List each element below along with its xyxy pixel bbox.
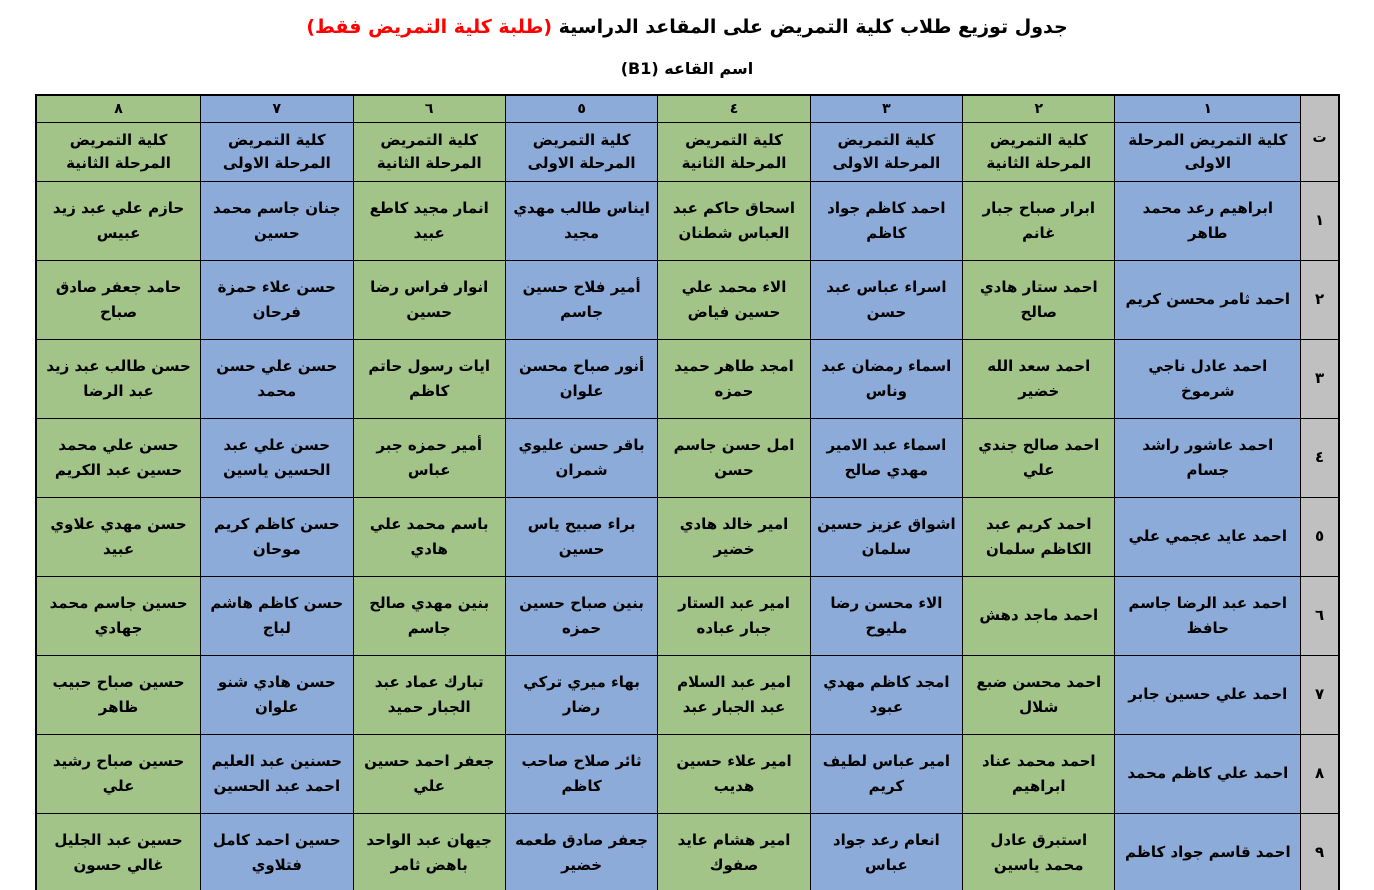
hall-name: اسم القاعه (B1) <box>620 58 754 78</box>
row-serial-cell: ٢ <box>1301 260 1339 339</box>
table-row <box>36 339 1339 418</box>
seat-cell: حسن مهدي علاوي عبيد <box>36 497 201 576</box>
seat-cell: اسماء عبد الامير مهدي صالح <box>810 418 962 497</box>
seat-cell: امجد طاهر حميد حمزه <box>658 339 810 418</box>
college-header-cell: كلية التمريض المرحلة الثانية <box>36 122 201 181</box>
seat-cell: براء صبيح ياس حسين <box>505 497 657 576</box>
seat-cell: اشواق عزيز حسين سلمان <box>810 497 962 576</box>
seat-cell: ثائر صلاح صاحب كاظم <box>505 734 657 813</box>
row-serial-cell: ٨ <box>1301 734 1339 813</box>
seat-cell: امير عبد الستار جبار عباده <box>658 576 810 655</box>
seat-cell: حسن هادي شنو علوان <box>201 655 353 734</box>
seat-cell: حسين صباح رشيد علي <box>36 734 201 813</box>
seat-cell: امجد كاظم مهدي عبود <box>810 655 962 734</box>
seat-cell: احمد علي كاظم محمد <box>1115 734 1301 813</box>
college-header-cell: كلية التمريض المرحلة الثانية <box>658 122 810 181</box>
seating-table-body <box>36 95 1339 890</box>
page-title-main: جدول توزيع طلاب كلية التمريض على المقاعد الدراسية <box>552 16 1068 38</box>
seating-table <box>35 94 1340 890</box>
table-row <box>36 655 1339 734</box>
seat-cell: احمد سعد الله خضير <box>963 339 1115 418</box>
seat-cell: أنور صباح محسن علوان <box>505 339 657 418</box>
seat-cell: حسنين عبد العليم احمد عبد الحسين <box>201 734 353 813</box>
seat-cell: ايات رسول حاتم كاظم <box>353 339 505 418</box>
seat-cell: جيهان عبد الواحد باهض ثامر <box>353 813 505 890</box>
seat-cell: احمد عادل ناجي شرموخ <box>1115 339 1301 418</box>
column-number-cell: ٤ <box>658 95 810 123</box>
seat-cell: ابراهيم رعد محمد طاهر <box>1115 181 1301 260</box>
row-serial-cell: ٩ <box>1301 813 1339 890</box>
seat-cell: احمد قاسم جواد كاظم <box>1115 813 1301 890</box>
seat-cell: حسن علي حسن محمد <box>201 339 353 418</box>
college-header-cell: كلية التمريض المرحلة الاولى <box>1115 122 1301 181</box>
column-number-cell: ٥ <box>505 95 657 123</box>
page-title-highlight: (طلبة كلية التمريض فقط) <box>306 16 553 38</box>
table-row <box>36 576 1339 655</box>
seat-cell: حسين احمد كامل فتلاوي <box>201 813 353 890</box>
seat-cell: بنين مهدي صالح جاسم <box>353 576 505 655</box>
table-row <box>36 260 1339 339</box>
college-header-cell: كلية التمريض المرحلة الاولى <box>810 122 962 181</box>
seat-cell: امير عباس لطيف كريم <box>810 734 962 813</box>
table-row <box>36 418 1339 497</box>
seat-cell: احمد عايد عجمي علي <box>1115 497 1301 576</box>
seat-cell: اسماء رمضان عبد وناس <box>810 339 962 418</box>
seat-cell: تبارك عماد عبد الجبار حميد <box>353 655 505 734</box>
seat-cell: حسن علاء حمزة فرحان <box>201 260 353 339</box>
seat-cell: جنان جاسم محمد حسين <box>201 181 353 260</box>
seat-cell: حسن علي محمد حسين عبد الكريم <box>36 418 201 497</box>
column-number-cell: ٣ <box>810 95 962 123</box>
seat-cell: جعفر احمد حسين علي <box>353 734 505 813</box>
college-header-cell: كلية التمريض المرحلة الثانية <box>353 122 505 181</box>
seat-cell: احمد ماجد دهش <box>963 576 1115 655</box>
seat-cell: استبرق عادل محمد ياسين <box>963 813 1115 890</box>
row-serial-cell: ١ <box>1301 181 1339 260</box>
seat-cell: احمد ستار هادي صالح <box>963 260 1115 339</box>
seat-cell: احمد كاظم جواد كاظم <box>810 181 962 260</box>
college-header-cell: كلية التمريض المرحلة الاولى <box>505 122 657 181</box>
seat-cell: ابرار صباح جبار غانم <box>963 181 1115 260</box>
seat-cell: انعام رعد جواد عباس <box>810 813 962 890</box>
seat-cell: انمار مجيد كاطع عبيد <box>353 181 505 260</box>
seat-cell: احمد عاشور راشد جسام <box>1115 418 1301 497</box>
seat-cell: احمد صالح جندي علي <box>963 418 1115 497</box>
seat-cell: احمد عبد الرضا جاسم حافظ <box>1115 576 1301 655</box>
column-number-cell: ١ <box>1115 95 1301 123</box>
college-header-row <box>36 122 1339 181</box>
seat-cell: احمد كريم عبد الكاظم سلمان <box>963 497 1115 576</box>
table-row <box>36 181 1339 260</box>
seat-cell: احمد علي حسين جابر <box>1115 655 1301 734</box>
seat-cell: الاء محمد علي حسين فياض <box>658 260 810 339</box>
seat-cell: حسين جاسم محمد جهادي <box>36 576 201 655</box>
seat-cell: حسن طالب عبد زيد عبد الرضا <box>36 339 201 418</box>
seat-cell: بهاء ميري تركي رضار <box>505 655 657 734</box>
seat-cell: حسن كاظم هاشم لباج <box>201 576 353 655</box>
row-serial-cell: ٧ <box>1301 655 1339 734</box>
table-row <box>36 497 1339 576</box>
seat-cell: احمد محمد عناد ابراهيم <box>963 734 1115 813</box>
row-serial-cell: ٤ <box>1301 418 1339 497</box>
seat-cell: احمد ثامر محسن كريم <box>1115 260 1301 339</box>
table-row <box>36 813 1339 890</box>
seat-cell: احمد محسن ضبع شلال <box>963 655 1115 734</box>
seat-cell: حازم علي عبد زيد عبيس <box>36 181 201 260</box>
seat-cell: اسراء عباس عبد حسن <box>810 260 962 339</box>
page-title <box>0 0 1374 39</box>
seat-cell: حسين صباح حبيب ظاهر <box>36 655 201 734</box>
seat-cell: امير خالد هادي خضير <box>658 497 810 576</box>
serial-header-cell: ت <box>1301 95 1339 182</box>
column-number-cell: ٦ <box>353 95 505 123</box>
seat-cell: امل حسن جاسم حسن <box>658 418 810 497</box>
seat-cell: باقر حسن عليوي شمران <box>505 418 657 497</box>
seat-cell: امير علاء حسين هديب <box>658 734 810 813</box>
seat-cell: حسين عبد الجليل غالي حسون <box>36 813 201 890</box>
seat-cell: أمير فلاح حسين جاسم <box>505 260 657 339</box>
seat-cell: ايناس طالب مهدي مجيد <box>505 181 657 260</box>
column-number-cell: ٢ <box>963 95 1115 123</box>
seat-cell: امير هشام عايد صفوك <box>658 813 810 890</box>
row-serial-cell: ٣ <box>1301 339 1339 418</box>
row-serial-cell: ٥ <box>1301 497 1339 576</box>
column-number-row <box>36 95 1339 123</box>
college-header-cell: كلية التمريض المرحلة الثانية <box>963 122 1115 181</box>
row-serial-cell: ٦ <box>1301 576 1339 655</box>
seat-cell: حسن علي عبد الحسين ياسين <box>201 418 353 497</box>
table-row <box>36 734 1339 813</box>
seat-cell: حسن كاظم كريم موحان <box>201 497 353 576</box>
seat-cell: اسحاق حاكم عبد العباس شطنان <box>658 181 810 260</box>
seat-cell: انوار فراس رضا حسين <box>353 260 505 339</box>
seat-cell: بنين صباح حسين حمزه <box>505 576 657 655</box>
seat-cell: باسم محمد علي هادي <box>353 497 505 576</box>
seat-cell: الاء محسن رضا مليوح <box>810 576 962 655</box>
seat-cell: أمير حمزه جبر عباس <box>353 418 505 497</box>
seat-cell: جعفر صادق طعمه خضير <box>505 813 657 890</box>
college-header-cell: كلية التمريض المرحلة الاولى <box>201 122 353 181</box>
seat-cell: امير عبد السلام عبد الجبار عبد <box>658 655 810 734</box>
seat-cell: حامد جعفر صادق صباح <box>36 260 201 339</box>
column-number-cell: ٨ <box>36 95 201 123</box>
column-number-cell: ٧ <box>201 95 353 123</box>
